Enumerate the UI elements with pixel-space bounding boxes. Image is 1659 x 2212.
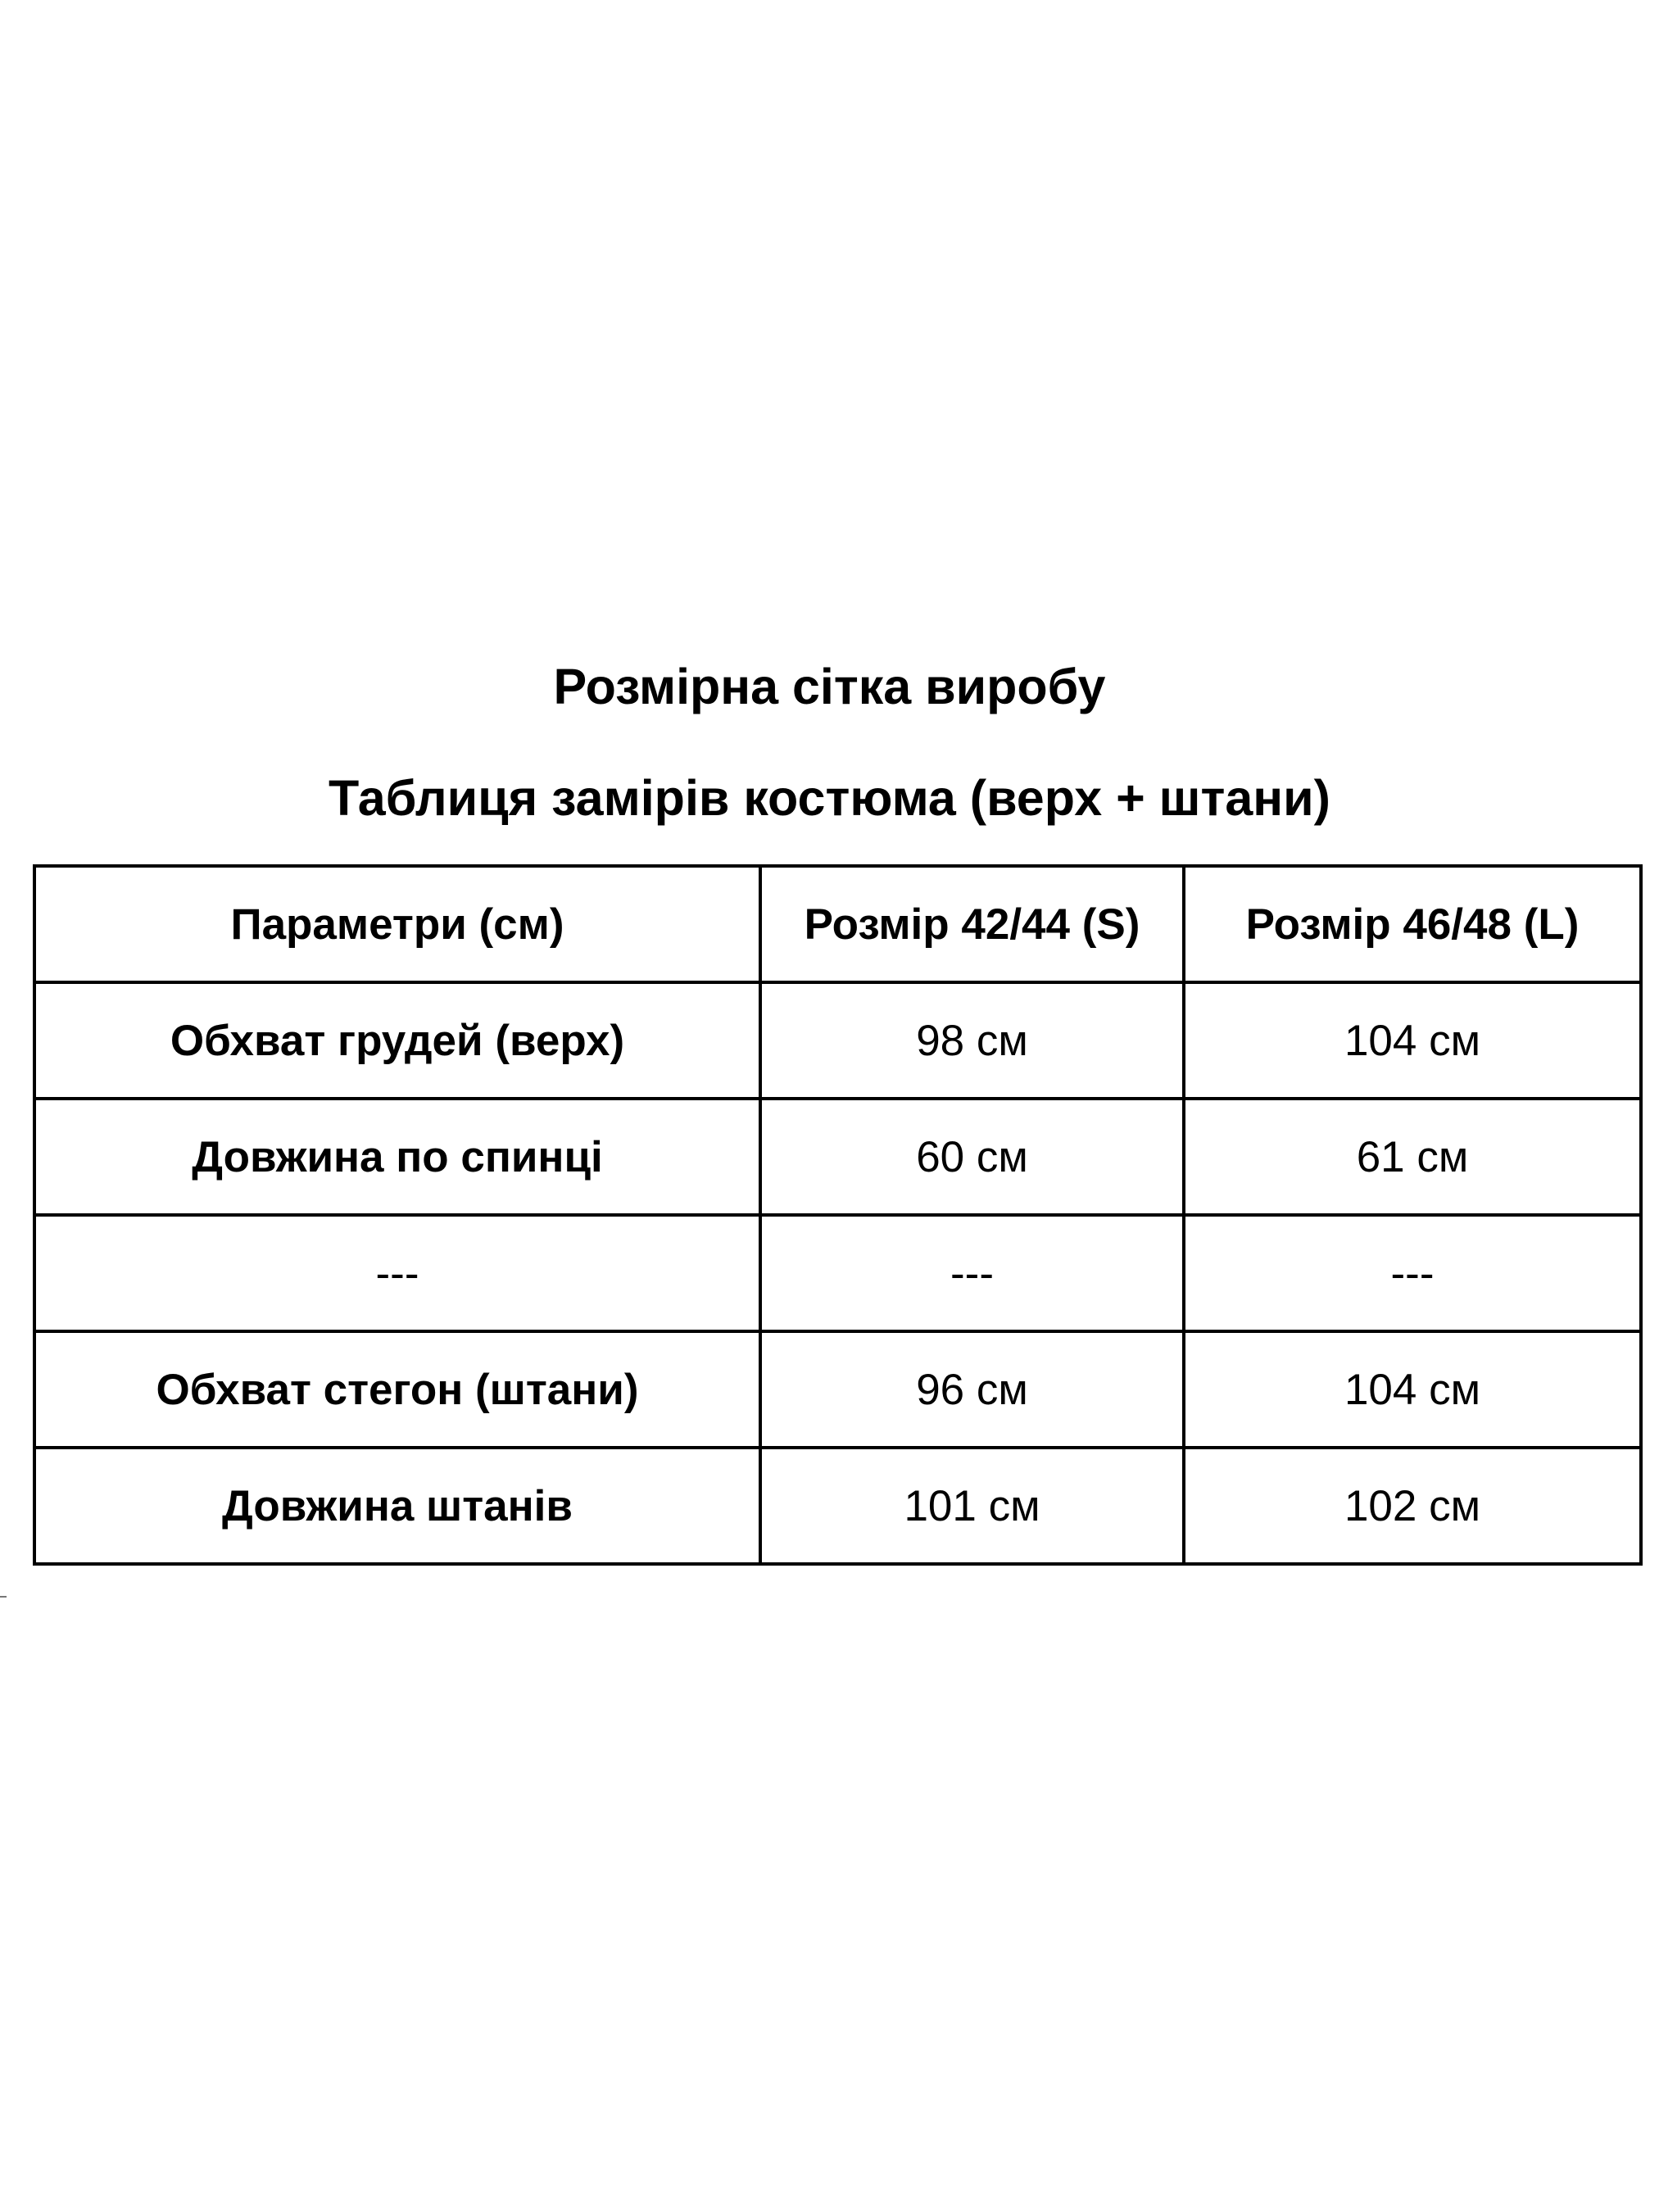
cell-value-s: 98 см xyxy=(760,982,1184,1099)
header-parameters: Параметри (см) xyxy=(34,866,760,982)
cell-value-l: 102 см xyxy=(1184,1448,1641,1564)
table-row xyxy=(34,1099,1641,1215)
cell-value-s: 101 см xyxy=(760,1448,1184,1564)
page-title: Розмірна сітка виробу xyxy=(553,659,1106,714)
row-label: Обхват грудей (верх) xyxy=(34,982,760,1099)
table-row xyxy=(34,982,1641,1099)
header-size-s: Розмір 42/44 (S) xyxy=(760,866,1184,982)
size-table xyxy=(33,864,1643,1566)
row-label: Обхват стегон (штани) xyxy=(34,1331,760,1448)
cell-value-l: 104 см xyxy=(1184,982,1641,1099)
edge-tick-mark xyxy=(0,1596,7,1598)
row-label: Довжина штанів xyxy=(34,1448,760,1564)
header-size-l: Розмір 46/48 (L) xyxy=(1184,866,1641,982)
cell-value-l: 61 см xyxy=(1184,1099,1641,1215)
cell-value-l: --- xyxy=(1184,1215,1641,1331)
page-subtitle: Таблиця замірів костюма (верх + штани) xyxy=(329,770,1330,826)
table-row xyxy=(34,1331,1641,1448)
table-header-row xyxy=(34,866,1641,982)
table-row xyxy=(34,1215,1641,1331)
cell-value-l: 104 см xyxy=(1184,1331,1641,1448)
cell-value-s: 60 см xyxy=(760,1099,1184,1215)
cell-value-s: --- xyxy=(760,1215,1184,1331)
table-row xyxy=(34,1448,1641,1564)
row-label: --- xyxy=(34,1215,760,1331)
row-label: Довжина по спинці xyxy=(34,1099,760,1215)
cell-value-s: 96 см xyxy=(760,1331,1184,1448)
